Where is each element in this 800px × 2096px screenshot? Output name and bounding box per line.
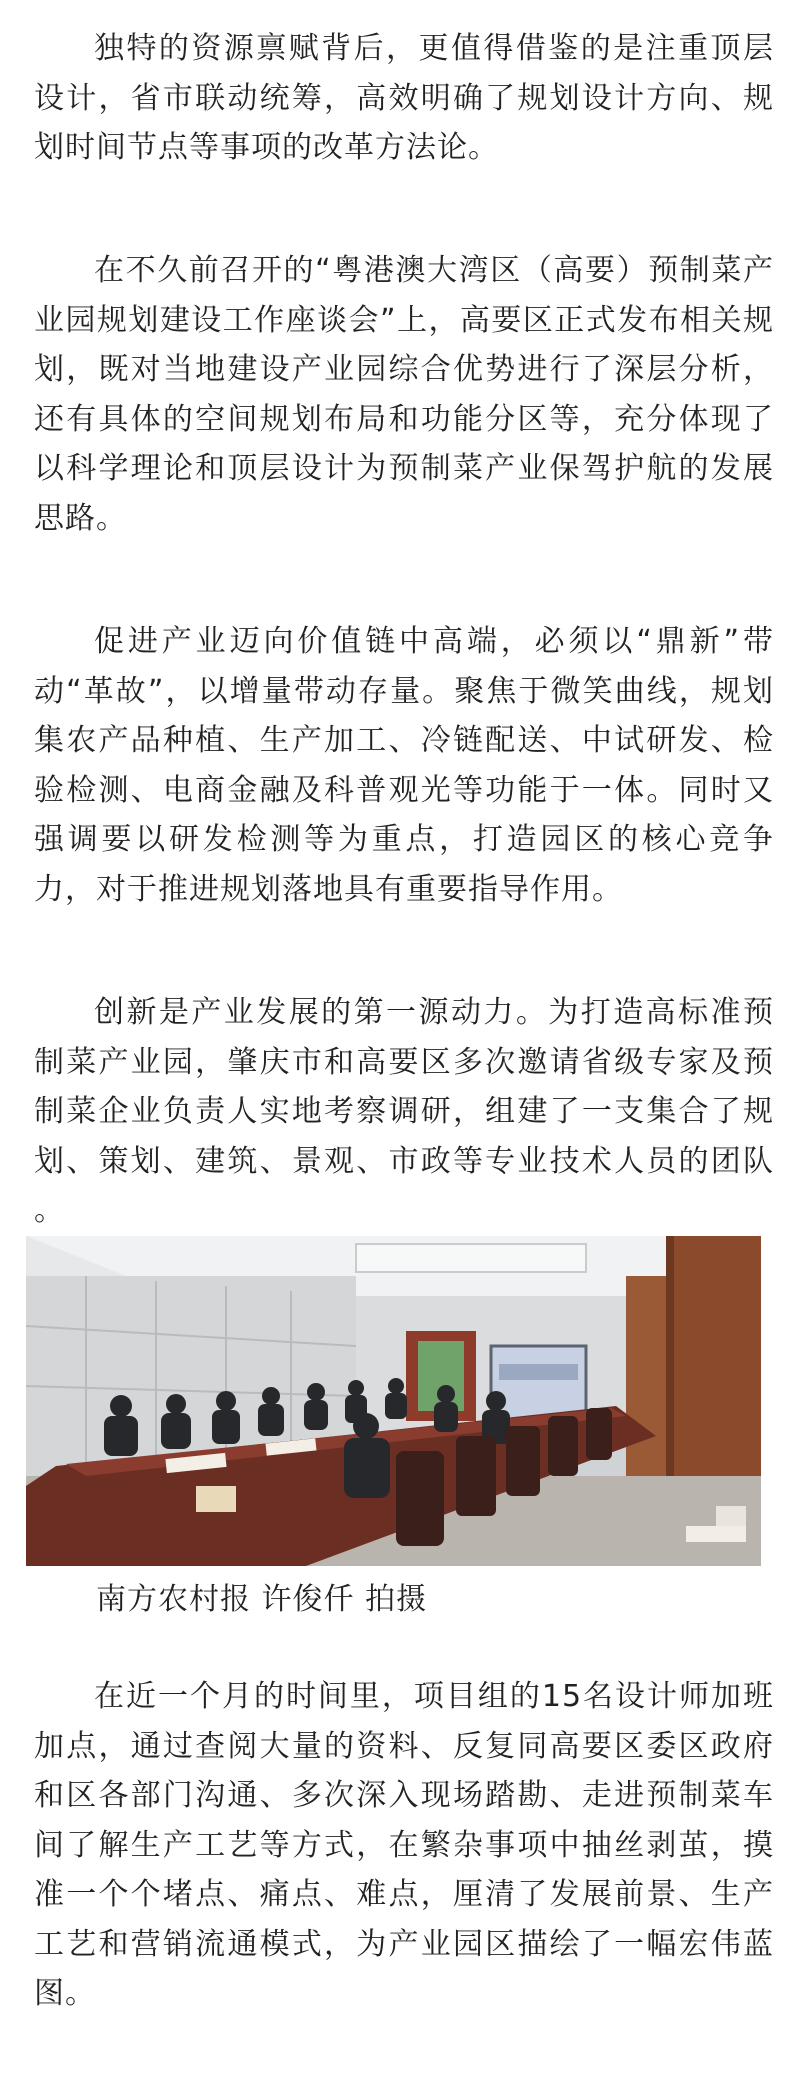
paragraph-5: 在近一个月的时间里，项目组的15名设计师加班加点，通过查阅大量的资料、反复同高要区委区政府和区各部门沟通、多次深入现场踏勘、走进预制菜车间了解生产工艺等方式，在繁杂事项中抽丝剥茧，摸准一个个堵点、痛点、难点，厘清了发展前景、生产工艺和营销流通模式，为产业园区描绘了一幅宏伟蓝图。 (34, 1679, 774, 2011)
photo-caption: 南方农村报 许俊仟 拍摄 (96, 1582, 428, 1617)
paragraph-1: 独特的资源禀赋背后，更值得借鉴的是注重顶层设计，省市联动统筹，高效明确了规划设计方向、规划时间节点等事项的改革方法论。 (34, 31, 774, 165)
meeting-photo (26, 1236, 761, 1566)
paragraph-2: 在不久前召开的“粤港澳大湾区（高要）预制菜产业园规划建设工作座谈会”上，高要区正式发布相关规划，既对当地建设产业园综合优势进行了深层分析，还有具体的空间规划布局和功能分区等，充分体现了以科学理论和顶层设计为预制菜产业保驾护航的发展思路。 (34, 253, 774, 536)
paragraph-4: 创新是产业发展的第一源动力。为打造高标准预制菜产业园，肇庆市和高要区多次邀请省级专家及预制菜企业负责人实地考察调研，组建了一支集合了规划、策划、建筑、景观、市政等专业技术人员的团队 。 (34, 995, 774, 1228)
paragraph-3: 促进产业迈向价值链中高端，必须以“鼎新”带动“革故”，以增量带动存量。聚焦于微笑曲线，规划集农产品种植、生产加工、冷链配送、中试研发、检验检测、电商金融及科普观光等功能于一体。同时又强调要以研发检测等为重点，打造园区的核心竞争力，对于推进规划落地具有重要指导作用。 (34, 624, 774, 907)
